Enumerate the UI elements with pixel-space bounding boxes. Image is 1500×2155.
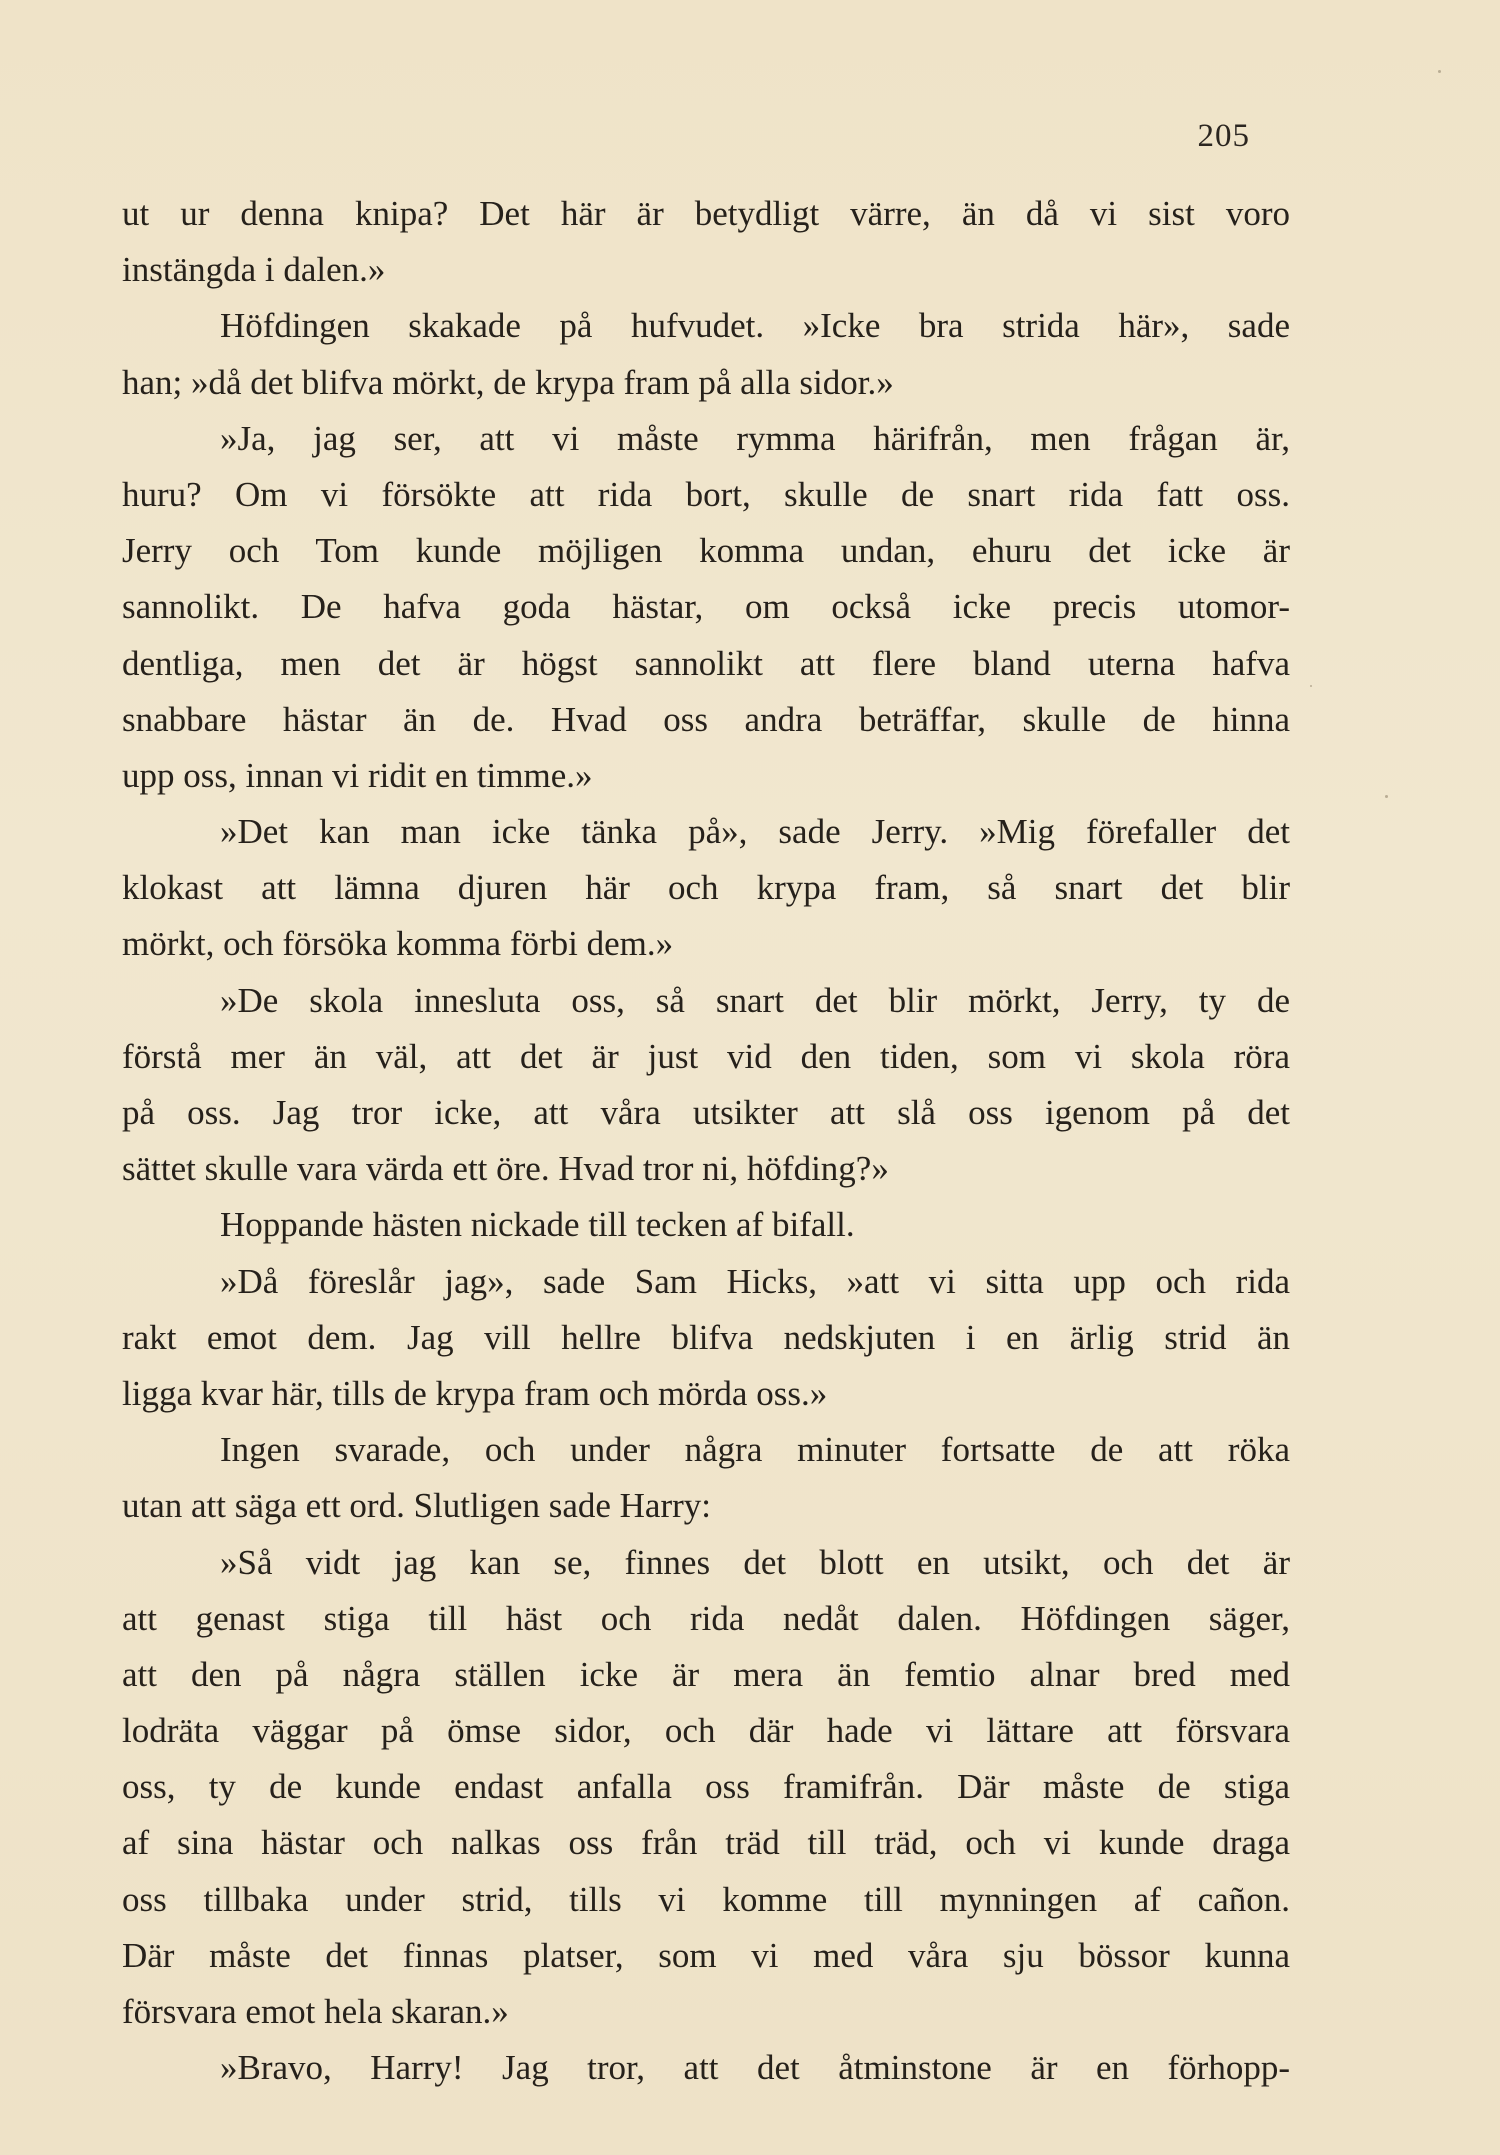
text-line: sannolikt. De hafva goda hästar, om också icke precis utomor-	[122, 587, 1290, 627]
text-line: ligga kvar här, tills de krypa fram och mörda oss.»	[122, 1373, 828, 1413]
text-line: Höfdingen skakade på hufvudet. »Icke bra strida här», sade	[220, 306, 1290, 346]
text-line: Jerry och Tom kunde möjligen komma undan, ehuru det icke är	[122, 531, 1290, 571]
text-line: dentliga, men det är högst sannolikt att flere bland uterna hafva	[122, 643, 1290, 683]
text-line: »Ja, jag ser, att vi måste rymma härifrån, men frågan är,	[220, 418, 1290, 458]
text-line: han; »då det blifva mörkt, de krypa fram på alla sidor.»	[122, 362, 894, 402]
text-line: Hoppande hästen nickade till tecken af bifall.	[220, 1205, 855, 1245]
text-line: »Bravo, Harry! Jag tror, att det åtminstone är en förhopp-	[220, 2048, 1290, 2088]
text-line: »De skola innesluta oss, så snart det blir mörkt, Jerry, ty de	[220, 980, 1290, 1020]
text-line: klokast att lämna djuren här och krypa fram, så snart det blir	[122, 868, 1290, 908]
paper-speck	[1385, 795, 1388, 798]
page-number: 205	[1197, 118, 1250, 154]
text-line: att genast stiga till häst och rida nedåt dalen. Höfdingen säger,	[122, 1598, 1290, 1638]
text-line: Där måste det finnas platser, som vi med våra sju bössor kunna	[122, 1935, 1290, 1975]
text-line: snabbare hästar än de. Hvad oss andra beträffar, skulle de hinna	[122, 699, 1290, 739]
text-line: af sina hästar och nalkas oss från träd till träd, och vi kunde draga	[122, 1823, 1290, 1863]
text-line: mörkt, och försöka komma förbi dem.»	[122, 924, 674, 964]
text-line: »Så vidt jag kan se, finnes det blott en utsikt, och det är	[220, 1542, 1290, 1582]
text-line: försvara emot hela skaran.»	[122, 1992, 509, 2031]
paper-speck	[1438, 70, 1441, 73]
text-line: utan att säga ett ord. Slutligen sade Harry:	[122, 1486, 712, 1526]
text-line: upp oss, innan vi ridit en timme.»	[122, 755, 593, 795]
text-line: lodräta väggar på ömse sidor, och där hade vi lättare att försvara	[122, 1711, 1290, 1751]
text-line: på oss. Jag tror icke, att våra utsikter att slå oss igenom på det	[122, 1093, 1290, 1132]
text-line: sättet skulle vara värda ett öre. Hvad tror ni, höfding?»	[122, 1149, 889, 1189]
paper-speck	[1310, 685, 1312, 687]
text-line: »Då föreslår jag», sade Sam Hicks, »att vi sitta upp och rida	[220, 1261, 1290, 1301]
text-line: oss tillbaka under strid, tills vi komme till mynningen af cañon.	[122, 1879, 1290, 1919]
text-line: oss, ty de kunde endast anfalla oss framifrån. Där måste de stiga	[122, 1767, 1290, 1807]
text-line: instängda i dalen.»	[122, 250, 386, 290]
text-line: ut ur denna knipa? Det här är betydligt värre, än då vi sist voro	[122, 194, 1290, 233]
text-line: förstå mer än väl, att det är just vid den tiden, som vi skola röra	[122, 1036, 1290, 1076]
text-line: Ingen svarade, och under några minuter fortsatte de att röka	[220, 1430, 1290, 1470]
text-line: rakt emot dem. Jag vill hellre blifva nedskjuten i en ärlig strid än	[122, 1317, 1290, 1357]
text-line: »Det kan man icke tänka på», sade Jerry. »Mig förefaller det	[220, 812, 1290, 852]
text-line: att den på några ställen icke är mera än femtio alnar bred med	[122, 1654, 1290, 1694]
text-line: huru? Om vi försökte att rida bort, skulle de snart rida fatt oss.	[122, 474, 1290, 514]
body-text	[122, 186, 1290, 2096]
